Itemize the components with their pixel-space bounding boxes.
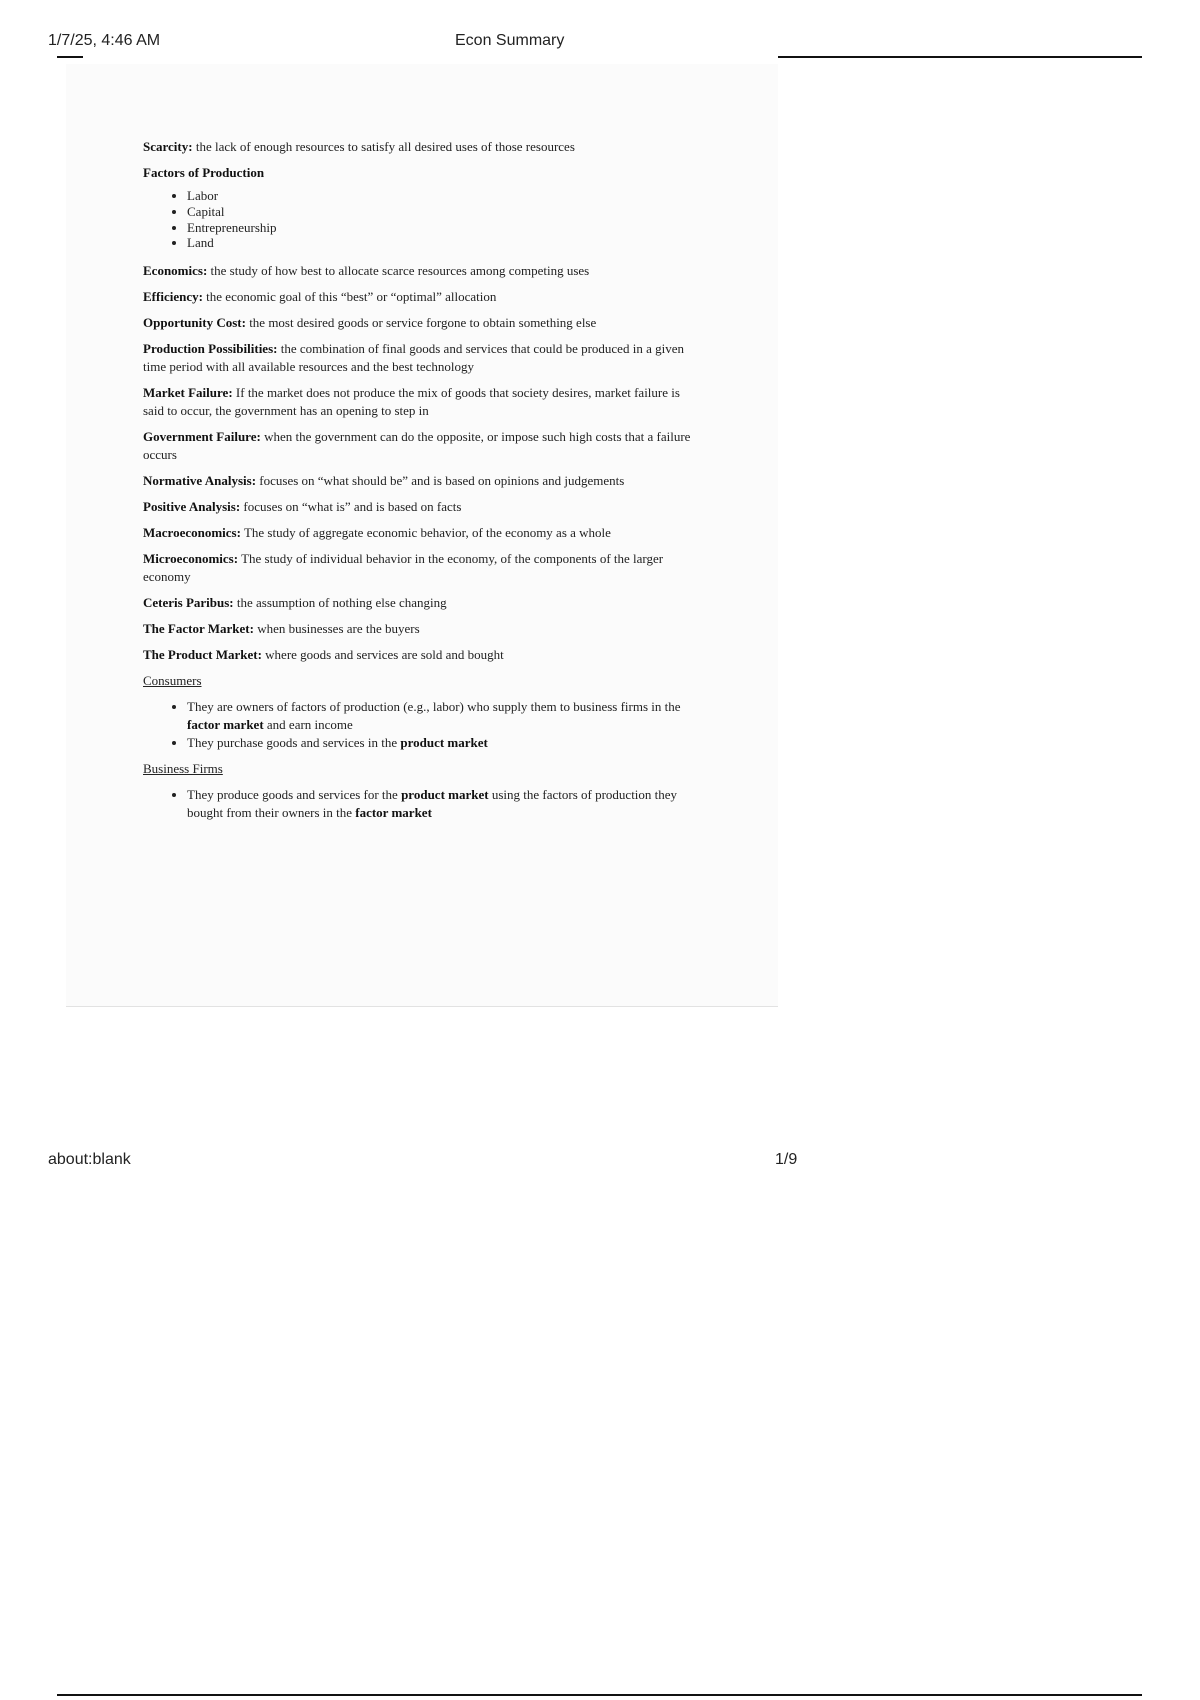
factors-heading: Factors of Production [143, 165, 265, 180]
print-title: Econ Summary [455, 32, 565, 49]
print-datetime: 1/7/25, 4:46 AM [48, 32, 161, 49]
document-body [143, 138, 703, 830]
list-item: • Land [187, 236, 703, 250]
consumers-heading: Consumers [143, 673, 202, 688]
firms-list [143, 786, 703, 822]
def-factor-market: The Factor Market: when businesses are the buyers [143, 621, 420, 636]
def-government-failure: Government Failure: when the government can do the opposite, or impose such high costs that a failure occurs [143, 429, 691, 462]
def-production-possibilities: Production Possibilities: the combination of final goods and services that could be produced in a given time period with all available resources and the best technology [143, 341, 684, 374]
page-number: 1/9 [775, 1151, 798, 1168]
header-rule-left [57, 56, 83, 58]
list-item: • Capital [187, 204, 703, 220]
consumers-list [143, 698, 703, 752]
def-opportunity-cost: Opportunity Cost: the most desired goods or service forgone to obtain something else [143, 315, 597, 330]
list-item: • They are owners of factors of production (e.g., labor) who supply them to business firms in the factor market and earn income [187, 698, 703, 734]
def-ceteris-paribus: Ceteris Paribus: the assumption of nothing else changing [143, 595, 447, 610]
def-efficiency: Efficiency: the economic goal of this “best” or “optimal” allocation [143, 289, 497, 304]
def-microeconomics: Microeconomics: The study of individual behavior in the economy, of the components of the larger economy [143, 551, 664, 584]
list-item: • They produce goods and services for the product market using the factors of production they bought from their owners in the factor market [187, 786, 703, 822]
def-market-failure: Market Failure: If the market does not produce the mix of goods that society desires, market failure is said to occur, the government has an opening to step in [143, 385, 680, 418]
def-normative-analysis: Normative Analysis: focuses on “what should be” and is based on opinions and judgements [143, 473, 625, 488]
list-item: • They purchase goods and services in the product market [187, 734, 703, 752]
def-macroeconomics: Macroeconomics: The study of aggregate economic behavior, of the economy as a whole [143, 525, 611, 540]
def-scarcity: Scarcity: the lack of enough resources to satisfy all desired uses of those resources [143, 139, 575, 154]
bottom-rule [57, 1694, 1142, 1696]
list-item: • Entrepreneurship [187, 220, 703, 236]
def-product-market: The Product Market: where goods and services are sold and bought [143, 647, 504, 662]
list-item: • Labor [187, 188, 703, 204]
def-positive-analysis: Positive Analysis: focuses on “what is” and is based on facts [143, 499, 462, 514]
def-economics: Economics: the study of how best to allocate scarce resources among competing uses [143, 263, 590, 278]
header-rule-right [778, 56, 1142, 58]
firms-heading: Business Firms [143, 761, 223, 776]
print-url: about:blank [48, 1151, 131, 1168]
factors-list [143, 188, 703, 250]
